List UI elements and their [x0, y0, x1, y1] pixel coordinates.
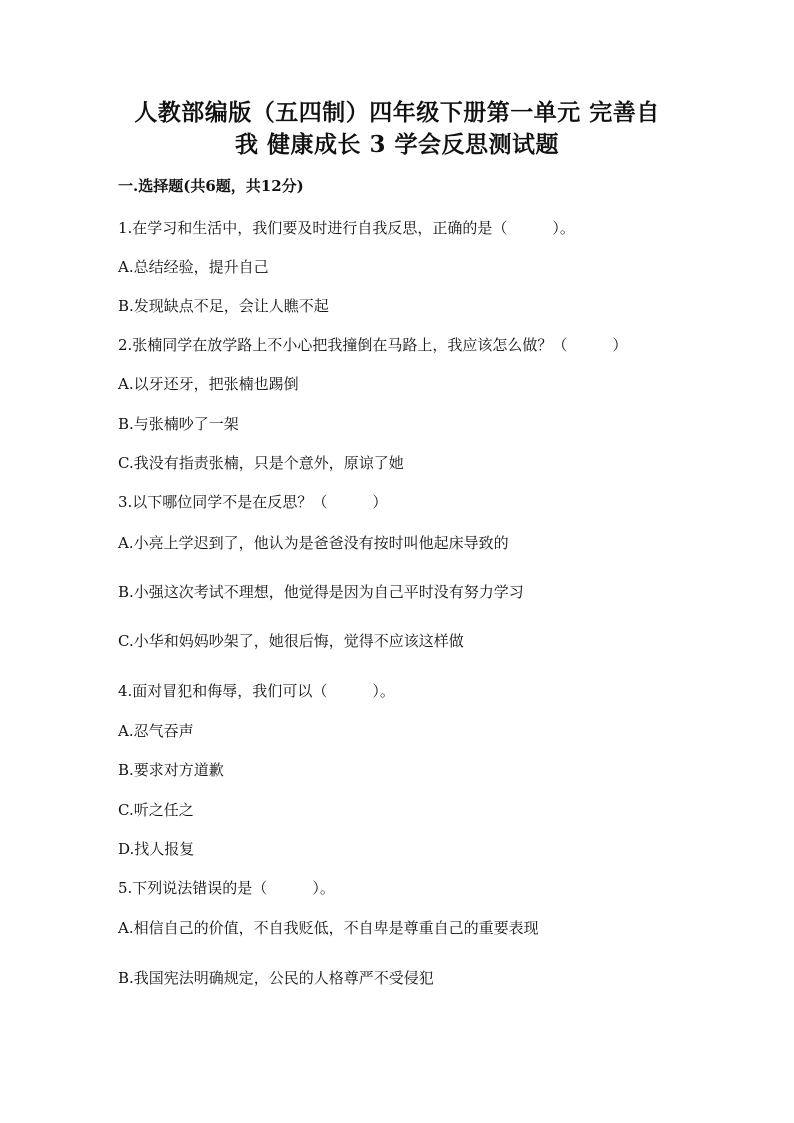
question-4-stem: 4.面对冒犯和侮辱，我们可以（ ）。 — [118, 682, 395, 700]
question-4-option-d: D.找人报复 — [118, 840, 195, 858]
question-3-stem: 3.以下哪位同学不是在反思？（ ） — [118, 493, 388, 511]
question-2-option-a: A.以牙还牙，把张楠也踢倒 — [118, 375, 299, 393]
question-1-stem: 1.在学习和生活中，我们要及时进行自我反思，正确的是（ ）。 — [118, 219, 575, 237]
question-5-stem: 5.下列说法错误的是（ ）。 — [118, 879, 335, 897]
question-4-option-b: B.要求对方道歉 — [118, 761, 224, 779]
question-1-option-b: B.发现缺点不足，会让人瞧不起 — [118, 297, 329, 315]
document-title-line-2: 我 健康成长 3 学会反思测试题 — [234, 131, 560, 158]
question-1-option-a: A.总结经验，提升自己 — [118, 258, 269, 276]
section-heading: 一.选择题(共6题，共12分) — [118, 177, 304, 195]
question-3-option-a: A.小亮上学迟到了，他认为是爸爸没有按时叫他起床导致的 — [118, 534, 509, 552]
document-title-line-1: 人教部编版（五四制）四年级下册第一单元 完善自 — [134, 99, 660, 126]
question-5-option-b: B.我国宪法明确规定，公民的人格尊严不受侵犯 — [118, 969, 434, 987]
question-2-option-b: B.与张楠吵了一架 — [118, 415, 239, 433]
question-4-option-a: A.忍气吞声 — [118, 722, 194, 740]
question-4-option-c: C.听之任之 — [118, 801, 194, 819]
question-5-option-a: A.相信自己的价值，不自我贬低，不自卑是尊重自己的重要表现 — [118, 919, 539, 937]
question-2-option-c: C.我没有指责张楠，只是个意外，原谅了她 — [118, 454, 404, 472]
question-2-stem: 2.张楠同学在放学路上不小心把我撞倒在马路上，我应该怎么做？（ ） — [118, 336, 628, 354]
question-3-option-c: C.小华和妈妈吵架了，她很后悔，觉得不应该这样做 — [118, 632, 464, 650]
question-3-option-b: B.小强这次考试不理想，他觉得是因为自己平时没有努力学习 — [118, 583, 524, 601]
